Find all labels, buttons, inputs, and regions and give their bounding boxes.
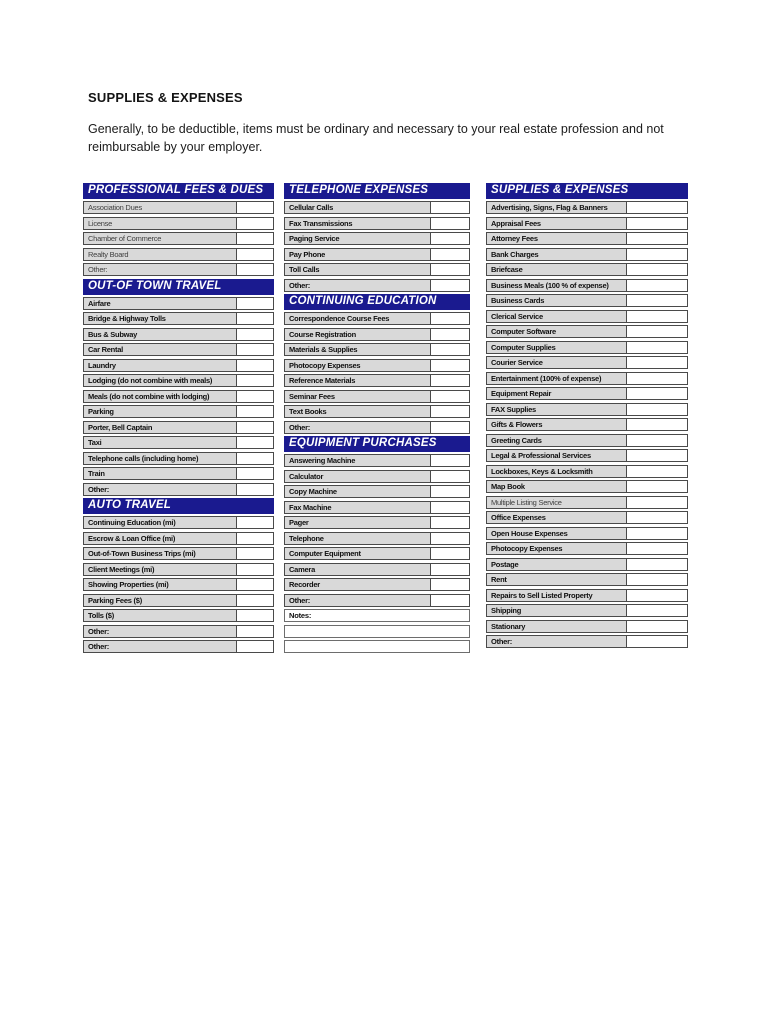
table-row bbox=[83, 467, 274, 480]
expense-label: Gifts & Flowers bbox=[486, 418, 626, 431]
table-row bbox=[486, 496, 688, 509]
amount-cell[interactable] bbox=[430, 328, 470, 341]
expense-label: Train bbox=[83, 467, 236, 480]
section-header: EQUIPMENT PURCHASES bbox=[284, 436, 470, 452]
table-row bbox=[486, 511, 688, 524]
expense-label: Calculator bbox=[284, 470, 430, 483]
table-row bbox=[486, 294, 688, 307]
expense-label: Other: bbox=[83, 625, 236, 638]
expense-label: Postage bbox=[486, 558, 626, 571]
amount-cell[interactable] bbox=[430, 501, 470, 514]
amount-cell[interactable] bbox=[430, 470, 470, 483]
expense-label: Pay Phone bbox=[284, 248, 430, 261]
table-row bbox=[486, 372, 688, 385]
amount-cell[interactable] bbox=[430, 516, 470, 529]
amount-cell[interactable] bbox=[626, 589, 688, 602]
table-row bbox=[486, 604, 688, 617]
table-row bbox=[284, 470, 470, 483]
expense-label: Laundry bbox=[83, 359, 236, 372]
table-row bbox=[486, 589, 688, 602]
table-row bbox=[83, 405, 274, 418]
amount-cell[interactable] bbox=[430, 578, 470, 591]
table-row bbox=[486, 573, 688, 586]
notes-blank-row bbox=[284, 625, 470, 638]
expense-label: Course Registration bbox=[284, 328, 430, 341]
amount-cell[interactable] bbox=[430, 263, 470, 276]
amount-cell[interactable] bbox=[430, 279, 470, 292]
expense-label: Photocopy Expenses bbox=[486, 542, 626, 555]
amount-cell[interactable] bbox=[430, 201, 470, 214]
expense-label: Parking Fees ($) bbox=[83, 594, 236, 607]
table-row bbox=[486, 248, 688, 261]
amount-cell[interactable] bbox=[236, 390, 274, 403]
table-row bbox=[284, 248, 470, 261]
amount-cell[interactable] bbox=[626, 480, 688, 493]
amount-cell[interactable] bbox=[430, 563, 470, 576]
amount-cell[interactable] bbox=[626, 325, 688, 338]
expense-label: License bbox=[83, 217, 236, 230]
expense-label: Camera bbox=[284, 563, 430, 576]
expense-label: Fax Machine bbox=[284, 501, 430, 514]
expense-label: Telephone bbox=[284, 532, 430, 545]
table-row bbox=[486, 558, 688, 571]
amount-cell[interactable] bbox=[236, 452, 274, 465]
table-row bbox=[83, 248, 274, 261]
table-row bbox=[486, 480, 688, 493]
expense-label: Paging Service bbox=[284, 232, 430, 245]
expense-label: Multiple Listing Service bbox=[486, 496, 626, 509]
amount-cell[interactable] bbox=[236, 578, 274, 591]
amount-cell[interactable] bbox=[236, 436, 274, 449]
amount-cell[interactable] bbox=[236, 201, 274, 214]
expense-label: Office Expenses bbox=[486, 511, 626, 524]
expense-label: Airfare bbox=[83, 297, 236, 310]
table-row bbox=[486, 465, 688, 478]
table-row bbox=[486, 201, 688, 214]
expense-label: Other: bbox=[83, 640, 236, 653]
expense-label: Answering Machine bbox=[284, 454, 430, 467]
table-row bbox=[284, 421, 470, 434]
expense-label: Showing Properties (mi) bbox=[83, 578, 236, 591]
amount-cell[interactable] bbox=[626, 511, 688, 524]
amount-cell[interactable] bbox=[236, 217, 274, 230]
expense-label: Legal & Professional Services bbox=[486, 449, 626, 462]
table-row bbox=[83, 328, 274, 341]
table-row bbox=[284, 328, 470, 341]
expense-label: Car Rental bbox=[83, 343, 236, 356]
expense-label: Computer Equipment bbox=[284, 547, 430, 560]
table-row bbox=[284, 312, 470, 325]
expense-label: Computer Software bbox=[486, 325, 626, 338]
expense-label: Clerical Service bbox=[486, 310, 626, 323]
expense-label: Photocopy Expenses bbox=[284, 359, 430, 372]
amount-cell[interactable] bbox=[626, 263, 688, 276]
table-row bbox=[83, 609, 274, 622]
notes-blank-row bbox=[284, 640, 470, 653]
amount-cell[interactable] bbox=[236, 297, 274, 310]
table-row bbox=[486, 310, 688, 323]
expense-label: Greeting Cards bbox=[486, 434, 626, 447]
amount-cell[interactable] bbox=[236, 467, 274, 480]
table-row bbox=[83, 452, 274, 465]
table-row bbox=[83, 547, 274, 560]
expense-label: Materials & Supplies bbox=[284, 343, 430, 356]
table-row bbox=[284, 279, 470, 292]
table-row bbox=[284, 263, 470, 276]
table-row bbox=[284, 405, 470, 418]
expense-label: Equipment Repair bbox=[486, 387, 626, 400]
amount-cell[interactable] bbox=[430, 454, 470, 467]
amount-cell[interactable] bbox=[626, 620, 688, 633]
table-row bbox=[83, 532, 274, 545]
table-row bbox=[486, 263, 688, 276]
table-row bbox=[486, 387, 688, 400]
amount-cell[interactable] bbox=[626, 465, 688, 478]
amount-cell[interactable] bbox=[626, 527, 688, 540]
amount-cell[interactable] bbox=[626, 434, 688, 447]
expense-label: Business Cards bbox=[486, 294, 626, 307]
expense-label: Stationary bbox=[486, 620, 626, 633]
notes-entry-cell[interactable] bbox=[284, 640, 470, 653]
table-row bbox=[83, 594, 274, 607]
expense-label: Reference Materials bbox=[284, 374, 430, 387]
table-row bbox=[284, 390, 470, 403]
expense-label: Other: bbox=[284, 594, 430, 607]
amount-cell[interactable] bbox=[626, 232, 688, 245]
amount-cell[interactable] bbox=[236, 609, 274, 622]
expense-column-fees-and-travel bbox=[83, 183, 274, 656]
amount-cell[interactable] bbox=[430, 359, 470, 372]
table-row bbox=[486, 620, 688, 633]
expense-label: Client Meetings (mi) bbox=[83, 563, 236, 576]
amount-cell[interactable] bbox=[430, 547, 470, 560]
expense-label: Computer Supplies bbox=[486, 341, 626, 354]
table-row bbox=[284, 343, 470, 356]
amount-cell[interactable] bbox=[626, 356, 688, 369]
amount-cell[interactable] bbox=[236, 374, 274, 387]
expense-label: Continuing Education (mi) bbox=[83, 516, 236, 529]
expense-label: Correspondence Course Fees bbox=[284, 312, 430, 325]
table-row bbox=[486, 434, 688, 447]
expense-label: Taxi bbox=[83, 436, 236, 449]
table-row bbox=[284, 359, 470, 372]
expense-label: Seminar Fees bbox=[284, 390, 430, 403]
notes-row bbox=[284, 609, 470, 622]
table-row bbox=[486, 341, 688, 354]
table-row bbox=[83, 578, 274, 591]
expense-label: Recorder bbox=[284, 578, 430, 591]
expense-label: Other: bbox=[284, 279, 430, 292]
amount-cell[interactable] bbox=[430, 594, 470, 607]
expense-label: Out-of-Town Business Trips (mi) bbox=[83, 547, 236, 560]
table-row bbox=[284, 501, 470, 514]
amount-cell[interactable] bbox=[626, 279, 688, 292]
amount-cell[interactable] bbox=[236, 594, 274, 607]
amount-cell[interactable] bbox=[626, 449, 688, 462]
amount-cell[interactable] bbox=[236, 343, 274, 356]
expense-label: Toll Calls bbox=[284, 263, 430, 276]
expense-label: Parking bbox=[83, 405, 236, 418]
table-row bbox=[83, 483, 274, 496]
amount-cell[interactable] bbox=[626, 418, 688, 431]
table-row bbox=[284, 532, 470, 545]
expense-label: Shipping bbox=[486, 604, 626, 617]
amount-cell[interactable] bbox=[626, 387, 688, 400]
table-row bbox=[486, 418, 688, 431]
expense-label: Courier Service bbox=[486, 356, 626, 369]
amount-cell[interactable] bbox=[626, 372, 688, 385]
amount-cell[interactable] bbox=[430, 421, 470, 434]
table-row bbox=[83, 374, 274, 387]
table-row bbox=[284, 578, 470, 591]
expense-label: Fax Transmissions bbox=[284, 217, 430, 230]
amount-cell[interactable] bbox=[626, 604, 688, 617]
expense-label: Advertising, Signs, Flag & Banners bbox=[486, 201, 626, 214]
amount-cell[interactable] bbox=[236, 563, 274, 576]
amount-cell[interactable] bbox=[626, 558, 688, 571]
amount-cell[interactable] bbox=[626, 217, 688, 230]
table-row bbox=[486, 356, 688, 369]
expense-label: Other: bbox=[83, 263, 236, 276]
amount-cell[interactable] bbox=[626, 635, 688, 648]
amount-cell[interactable] bbox=[430, 374, 470, 387]
expense-label: Other: bbox=[83, 483, 236, 496]
expense-label: Escrow & Loan Office (mi) bbox=[83, 532, 236, 545]
table-row bbox=[83, 297, 274, 310]
table-row bbox=[284, 217, 470, 230]
table-row bbox=[83, 421, 274, 434]
expense-label: Rent bbox=[486, 573, 626, 586]
table-row bbox=[486, 217, 688, 230]
page-title: SUPPLIES & EXPENSES bbox=[88, 90, 243, 105]
expense-label: Tolls ($) bbox=[83, 609, 236, 622]
table-row bbox=[486, 542, 688, 555]
amount-cell[interactable] bbox=[236, 640, 274, 653]
table-row bbox=[486, 403, 688, 416]
intro-text: Generally, to be deductible, items must be ordinary and necessary to your real estate profession and not reimbursable by your employer. bbox=[88, 122, 664, 155]
table-row bbox=[83, 563, 274, 576]
expense-label: Association Dues bbox=[83, 201, 236, 214]
notes-entry-cell[interactable] bbox=[284, 625, 470, 638]
table-row bbox=[83, 359, 274, 372]
table-row bbox=[486, 635, 688, 648]
expense-label: Bus & Subway bbox=[83, 328, 236, 341]
amount-cell[interactable] bbox=[626, 294, 688, 307]
table-row bbox=[83, 217, 274, 230]
expense-label: Entertainment (100% of expense) bbox=[486, 372, 626, 385]
section-header: PROFESSIONAL FEES & DUES bbox=[83, 183, 274, 199]
amount-cell[interactable] bbox=[430, 232, 470, 245]
table-row bbox=[284, 563, 470, 576]
table-row bbox=[486, 449, 688, 462]
expense-label: FAX Supplies bbox=[486, 403, 626, 416]
table-row bbox=[284, 232, 470, 245]
section-header: TELEPHONE EXPENSES bbox=[284, 183, 470, 199]
expense-column-supplies-expenses bbox=[486, 183, 688, 651]
table-row bbox=[83, 263, 274, 276]
amount-cell[interactable] bbox=[626, 403, 688, 416]
expense-column-telephone-education-equipment bbox=[284, 183, 470, 656]
table-row bbox=[83, 516, 274, 529]
expense-label: Lockboxes, Keys & Locksmith bbox=[486, 465, 626, 478]
amount-cell[interactable] bbox=[236, 359, 274, 372]
section-header: SUPPLIES & EXPENSES bbox=[486, 183, 688, 199]
expense-label: Other: bbox=[284, 421, 430, 434]
table-row bbox=[284, 547, 470, 560]
amount-cell[interactable] bbox=[626, 310, 688, 323]
table-row bbox=[486, 325, 688, 338]
expense-label: Appraisal Fees bbox=[486, 217, 626, 230]
amount-cell[interactable] bbox=[236, 232, 274, 245]
expense-label: Briefcase bbox=[486, 263, 626, 276]
amount-cell[interactable] bbox=[626, 496, 688, 509]
expense-label: Open House Expenses bbox=[486, 527, 626, 540]
amount-cell[interactable] bbox=[236, 547, 274, 560]
expense-label: Telephone calls (including home) bbox=[83, 452, 236, 465]
table-row bbox=[486, 279, 688, 292]
expense-label: Repairs to Sell Listed Property bbox=[486, 589, 626, 602]
amount-cell[interactable] bbox=[236, 405, 274, 418]
amount-cell[interactable] bbox=[430, 405, 470, 418]
amount-cell[interactable] bbox=[236, 248, 274, 261]
table-row bbox=[284, 594, 470, 607]
table-row bbox=[83, 436, 274, 449]
table-row bbox=[83, 201, 274, 214]
expense-label: Lodging (do not combine with meals) bbox=[83, 374, 236, 387]
table-row bbox=[83, 640, 274, 653]
section-header: OUT-OF TOWN TRAVEL bbox=[83, 279, 274, 295]
amount-cell[interactable] bbox=[626, 248, 688, 261]
table-row bbox=[83, 312, 274, 325]
amount-cell[interactable] bbox=[430, 343, 470, 356]
expense-label: Cellular Calls bbox=[284, 201, 430, 214]
expense-label: Porter, Bell Captain bbox=[83, 421, 236, 434]
expense-label: Copy Machine bbox=[284, 485, 430, 498]
amount-cell[interactable] bbox=[430, 217, 470, 230]
table-row bbox=[284, 516, 470, 529]
amount-cell[interactable] bbox=[236, 312, 274, 325]
table-row bbox=[284, 374, 470, 387]
table-row bbox=[486, 232, 688, 245]
table-row bbox=[83, 232, 274, 245]
section-header: AUTO TRAVEL bbox=[83, 498, 274, 514]
amount-cell[interactable] bbox=[430, 248, 470, 261]
amount-cell[interactable] bbox=[236, 532, 274, 545]
section-header: CONTINUING EDUCATION bbox=[284, 294, 470, 310]
expense-label: Map Book bbox=[486, 480, 626, 493]
expense-label: Bridge & Highway Tolls bbox=[83, 312, 236, 325]
expense-label: Business Meals (100 % of expense) bbox=[486, 279, 626, 292]
table-row bbox=[284, 454, 470, 467]
amount-cell[interactable] bbox=[236, 516, 274, 529]
amount-cell[interactable] bbox=[626, 573, 688, 586]
table-row bbox=[284, 485, 470, 498]
notes-label: Notes: bbox=[284, 609, 470, 622]
amount-cell[interactable] bbox=[430, 390, 470, 403]
amount-cell[interactable] bbox=[626, 542, 688, 555]
table-row bbox=[83, 625, 274, 638]
table-row bbox=[486, 527, 688, 540]
amount-cell[interactable] bbox=[236, 328, 274, 341]
amount-cell[interactable] bbox=[626, 341, 688, 354]
amount-cell[interactable] bbox=[626, 201, 688, 214]
expense-table bbox=[83, 183, 688, 656]
expense-label: Attorney Fees bbox=[486, 232, 626, 245]
table-row bbox=[83, 390, 274, 403]
amount-cell[interactable] bbox=[236, 625, 274, 638]
amount-cell[interactable] bbox=[430, 532, 470, 545]
table-row bbox=[83, 343, 274, 356]
expense-label: Other: bbox=[486, 635, 626, 648]
amount-cell[interactable] bbox=[236, 263, 274, 276]
expense-label: Chamber of Commerce bbox=[83, 232, 236, 245]
amount-cell[interactable] bbox=[236, 483, 274, 496]
expense-label: Bank Charges bbox=[486, 248, 626, 261]
amount-cell[interactable] bbox=[430, 485, 470, 498]
expense-label: Text Books bbox=[284, 405, 430, 418]
amount-cell[interactable] bbox=[236, 421, 274, 434]
expense-label: Meals (do not combine with lodging) bbox=[83, 390, 236, 403]
expense-label: Realty Board bbox=[83, 248, 236, 261]
amount-cell[interactable] bbox=[430, 312, 470, 325]
expense-label: Pager bbox=[284, 516, 430, 529]
table-row bbox=[284, 201, 470, 214]
